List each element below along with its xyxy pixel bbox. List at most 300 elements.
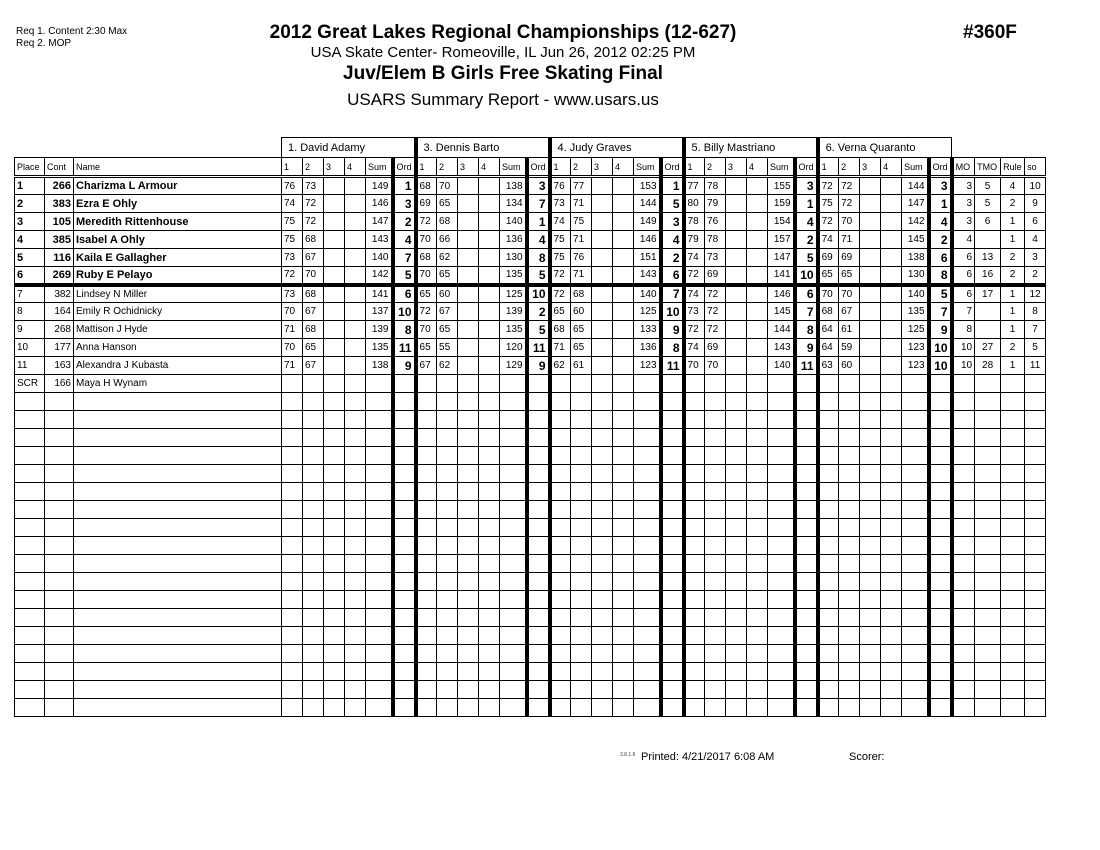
empty-row <box>15 609 1046 627</box>
score-sum: 149 <box>634 213 661 231</box>
empty-cell <box>705 465 726 483</box>
empty-cell <box>15 465 45 483</box>
empty-cell <box>1001 681 1025 699</box>
empty-cell <box>592 681 613 699</box>
majority-ordinal <box>952 375 975 393</box>
empty-cell <box>458 609 479 627</box>
empty-cell <box>975 573 1001 591</box>
empty-cell <box>393 645 416 663</box>
empty-cell <box>795 519 818 537</box>
empty-cell <box>550 591 571 609</box>
score-sum: 147 <box>366 213 393 231</box>
empty-cell <box>324 681 345 699</box>
empty-cell <box>15 393 45 411</box>
empty-cell <box>282 393 303 411</box>
score-4 <box>345 285 366 303</box>
score-sum: 146 <box>768 285 795 303</box>
empty-cell <box>437 501 458 519</box>
empty-cell <box>592 699 613 717</box>
score-4 <box>479 357 500 375</box>
empty-cell <box>458 465 479 483</box>
ordinal: 10 <box>795 267 818 285</box>
empty-cell <box>527 645 550 663</box>
empty-cell <box>661 393 684 411</box>
empty-cell <box>282 573 303 591</box>
empty-cell <box>479 411 500 429</box>
empty-cell <box>684 429 705 447</box>
score-sum: 146 <box>634 231 661 249</box>
contestant-number: 166 <box>45 375 74 393</box>
score-sum: 137 <box>366 303 393 321</box>
empty-cell <box>634 429 661 447</box>
empty-cell <box>393 591 416 609</box>
score-sum <box>634 375 661 393</box>
score-4 <box>613 339 634 357</box>
ordinal: 1 <box>929 195 952 213</box>
empty-cell <box>818 447 839 465</box>
empty-cell <box>795 573 818 591</box>
empty-cell <box>345 501 366 519</box>
place: 10 <box>15 339 45 357</box>
empty-cell <box>860 645 881 663</box>
empty-cell <box>1001 465 1025 483</box>
empty-cell <box>592 645 613 663</box>
score-3 <box>726 195 747 213</box>
ordinal: 8 <box>661 339 684 357</box>
score-1: 74 <box>818 231 839 249</box>
score-sum: 130 <box>902 267 929 285</box>
empty-cell <box>550 645 571 663</box>
empty-cell <box>15 555 45 573</box>
ordinal: 4 <box>527 231 550 249</box>
score-2: 61 <box>839 321 860 339</box>
empty-cell <box>952 555 975 573</box>
total-majority-ordinal: 16 <box>975 267 1001 285</box>
empty-cell <box>437 519 458 537</box>
score-3 <box>726 213 747 231</box>
empty-cell <box>479 627 500 645</box>
score-2: 67 <box>303 357 324 375</box>
score-3 <box>458 321 479 339</box>
majority-ordinal: 3 <box>952 195 975 213</box>
empty-cell <box>527 663 550 681</box>
empty-cell <box>550 465 571 483</box>
empty-cell <box>952 645 975 663</box>
empty-cell <box>303 609 324 627</box>
score-4 <box>479 321 500 339</box>
score-sum: 136 <box>634 339 661 357</box>
empty-cell <box>860 429 881 447</box>
empty-cell <box>15 537 45 555</box>
score-3 <box>860 231 881 249</box>
score-4 <box>747 357 768 375</box>
empty-cell <box>726 519 747 537</box>
empty-cell <box>634 555 661 573</box>
empty-cell <box>592 483 613 501</box>
empty-cell <box>416 519 437 537</box>
rule: 1 <box>1001 321 1025 339</box>
empty-cell <box>45 681 74 699</box>
column-header-row <box>15 158 1046 177</box>
empty-cell <box>437 483 458 501</box>
ordinal: 2 <box>393 213 416 231</box>
empty-cell <box>345 537 366 555</box>
empty-cell <box>393 537 416 555</box>
empty-cell <box>393 609 416 627</box>
score-1: 62 <box>550 357 571 375</box>
score-3 <box>860 213 881 231</box>
score-1: 80 <box>684 195 705 213</box>
score-1: 72 <box>684 267 705 285</box>
requirement-1: Req 1. Content 2:30 Max <box>16 26 128 37</box>
empty-cell <box>768 645 795 663</box>
score-2: 68 <box>571 285 592 303</box>
empty-cell <box>661 609 684 627</box>
empty-cell <box>550 501 571 519</box>
empty-cell <box>929 699 952 717</box>
score-sum: 125 <box>500 285 527 303</box>
score-2 <box>839 375 860 393</box>
empty-row <box>15 555 1046 573</box>
empty-cell <box>684 591 705 609</box>
score-3 <box>458 357 479 375</box>
empty-cell <box>661 429 684 447</box>
empty-cell <box>1001 555 1025 573</box>
score-4 <box>479 285 500 303</box>
score-4 <box>881 303 902 321</box>
col-header-j2: 2 <box>705 158 726 177</box>
empty-cell <box>1001 609 1025 627</box>
rule: 1 <box>1001 231 1025 249</box>
empty-cell <box>550 627 571 645</box>
empty-cell <box>345 681 366 699</box>
score-2: 68 <box>303 285 324 303</box>
score-1: 72 <box>416 213 437 231</box>
empty-cell <box>324 429 345 447</box>
empty-cell <box>324 519 345 537</box>
empty-cell <box>592 609 613 627</box>
total-majority-ordinal: 5 <box>975 195 1001 213</box>
score-1: 73 <box>282 285 303 303</box>
empty-cell <box>1025 465 1046 483</box>
empty-cell <box>1001 483 1025 501</box>
ordinal: 6 <box>661 267 684 285</box>
empty-cell <box>527 411 550 429</box>
empty-cell <box>902 483 929 501</box>
empty-cell <box>366 519 393 537</box>
col-header-j2: 2 <box>437 158 458 177</box>
empty-cell <box>437 393 458 411</box>
empty-cell <box>416 609 437 627</box>
empty-cell <box>1025 699 1046 717</box>
score-4 <box>747 177 768 195</box>
empty-cell <box>975 645 1001 663</box>
empty-cell <box>479 447 500 465</box>
score-1: 74 <box>684 249 705 267</box>
empty-cell <box>768 627 795 645</box>
score-2: 67 <box>839 303 860 321</box>
empty-cell <box>527 699 550 717</box>
place: 6 <box>15 267 45 285</box>
rule: 2 <box>1001 267 1025 285</box>
score-3 <box>726 375 747 393</box>
ordinal: 3 <box>527 177 550 195</box>
score-sum <box>768 375 795 393</box>
score-4 <box>747 285 768 303</box>
score-1: 77 <box>684 177 705 195</box>
empty-cell <box>705 555 726 573</box>
score-3 <box>458 339 479 357</box>
empty-cell <box>747 681 768 699</box>
empty-cell <box>479 501 500 519</box>
empty-cell <box>458 645 479 663</box>
judge-name-4: 5. Billy Mastriano <box>684 138 818 158</box>
empty-cell <box>952 663 975 681</box>
skater-name: Emily R Ochidnicky <box>74 303 282 321</box>
score-2: 72 <box>839 195 860 213</box>
score-1: 75 <box>550 231 571 249</box>
score-1: 70 <box>416 267 437 285</box>
contestant-number: 383 <box>45 195 74 213</box>
score-4 <box>881 195 902 213</box>
empty-cell <box>975 393 1001 411</box>
score-2: 72 <box>705 285 726 303</box>
score-1: 64 <box>818 339 839 357</box>
ordinal: 1 <box>393 177 416 195</box>
empty-cell <box>1001 573 1025 591</box>
empty-cell <box>768 483 795 501</box>
skater-name: Anna Hanson <box>74 339 282 357</box>
score-4 <box>345 231 366 249</box>
score-4 <box>345 177 366 195</box>
skating-order: 12 <box>1025 285 1046 303</box>
score-1: 68 <box>416 177 437 195</box>
score-sum: 138 <box>500 177 527 195</box>
empty-cell <box>345 393 366 411</box>
empty-cell <box>768 429 795 447</box>
empty-cell <box>613 429 634 447</box>
empty-cell <box>881 483 902 501</box>
empty-cell <box>839 483 860 501</box>
score-1: 74 <box>684 285 705 303</box>
empty-cell <box>366 663 393 681</box>
total-majority-ordinal: 5 <box>975 177 1001 195</box>
empty-cell <box>282 609 303 627</box>
score-4 <box>747 339 768 357</box>
score-4 <box>881 231 902 249</box>
score-3 <box>592 267 613 285</box>
empty-cell <box>1025 681 1046 699</box>
empty-cell <box>747 591 768 609</box>
empty-cell <box>15 681 45 699</box>
empty-cell <box>952 465 975 483</box>
empty-cell <box>416 393 437 411</box>
empty-cell <box>661 411 684 429</box>
majority-ordinal: 7 <box>952 303 975 321</box>
empty-cell <box>345 555 366 573</box>
score-2: 60 <box>839 357 860 375</box>
empty-cell <box>479 609 500 627</box>
score-3 <box>592 213 613 231</box>
empty-cell <box>747 627 768 645</box>
empty-cell <box>500 573 527 591</box>
empty-cell <box>527 591 550 609</box>
empty-cell <box>726 699 747 717</box>
empty-cell <box>324 573 345 591</box>
score-3 <box>592 249 613 267</box>
score-1: 74 <box>684 339 705 357</box>
score-3 <box>324 321 345 339</box>
score-sum: 136 <box>500 231 527 249</box>
skater-name: Mattison J Hyde <box>74 321 282 339</box>
skating-order: 5 <box>1025 339 1046 357</box>
empty-cell <box>818 501 839 519</box>
score-sum: 140 <box>768 357 795 375</box>
score-4 <box>881 285 902 303</box>
judge-name-3: 4. Judy Graves <box>550 138 684 158</box>
empty-cell <box>550 537 571 555</box>
spacer <box>15 138 282 158</box>
empty-cell <box>860 609 881 627</box>
score-1: 79 <box>684 231 705 249</box>
empty-cell <box>705 627 726 645</box>
score-2: 69 <box>705 267 726 285</box>
empty-cell <box>1001 645 1025 663</box>
score-3 <box>324 195 345 213</box>
empty-cell <box>437 537 458 555</box>
empty-cell <box>929 591 952 609</box>
score-3 <box>324 285 345 303</box>
score-2: 62 <box>437 357 458 375</box>
col-header-j1: 1 <box>684 158 705 177</box>
empty-cell <box>768 447 795 465</box>
empty-cell <box>768 573 795 591</box>
score-1: 70 <box>416 231 437 249</box>
score-sum: 129 <box>500 357 527 375</box>
empty-cell <box>768 555 795 573</box>
ordinal <box>929 375 952 393</box>
col-header-j2: 2 <box>839 158 860 177</box>
empty-cell <box>929 411 952 429</box>
ordinal: 7 <box>929 303 952 321</box>
empty-cell <box>684 555 705 573</box>
empty-cell <box>500 411 527 429</box>
empty-cell <box>550 573 571 591</box>
score-4 <box>613 321 634 339</box>
empty-cell <box>571 663 592 681</box>
empty-cell <box>500 699 527 717</box>
score-3 <box>860 285 881 303</box>
score-1: 64 <box>818 321 839 339</box>
score-sum: 147 <box>902 195 929 213</box>
empty-cell <box>15 699 45 717</box>
ordinal: 2 <box>929 231 952 249</box>
empty-cell <box>282 447 303 465</box>
empty-cell <box>303 411 324 429</box>
empty-row <box>15 447 1046 465</box>
majority-ordinal: 10 <box>952 357 975 375</box>
empty-cell <box>437 429 458 447</box>
empty-cell <box>366 609 393 627</box>
ordinal: 9 <box>795 339 818 357</box>
empty-cell <box>902 555 929 573</box>
empty-cell <box>818 483 839 501</box>
score-1: 68 <box>818 303 839 321</box>
empty-cell <box>902 447 929 465</box>
score-3 <box>726 339 747 357</box>
empty-cell <box>345 627 366 645</box>
empty-cell <box>747 645 768 663</box>
total-majority-ordinal: 28 <box>975 357 1001 375</box>
score-3 <box>860 303 881 321</box>
score-3 <box>860 267 881 285</box>
empty-cell <box>902 699 929 717</box>
score-3 <box>592 303 613 321</box>
score-2: 79 <box>705 195 726 213</box>
score-4 <box>345 321 366 339</box>
empty-cell <box>952 501 975 519</box>
col-header-j2: 2 <box>303 158 324 177</box>
empty-cell <box>975 501 1001 519</box>
empty-cell <box>1025 447 1046 465</box>
empty-cell <box>768 699 795 717</box>
score-sum: 133 <box>634 321 661 339</box>
empty-cell <box>929 573 952 591</box>
empty-cell <box>282 465 303 483</box>
empty-cell <box>1025 501 1046 519</box>
empty-cell <box>684 699 705 717</box>
score-4 <box>345 357 366 375</box>
empty-cell <box>818 411 839 429</box>
contestant-number: 382 <box>45 285 74 303</box>
empty-cell <box>818 591 839 609</box>
empty-cell <box>282 645 303 663</box>
empty-cell <box>634 681 661 699</box>
empty-cell <box>393 501 416 519</box>
spacer <box>952 138 1046 158</box>
empty-cell <box>592 447 613 465</box>
empty-cell <box>303 483 324 501</box>
empty-cell <box>747 609 768 627</box>
empty-cell <box>15 429 45 447</box>
empty-cell <box>929 645 952 663</box>
empty-cell <box>366 411 393 429</box>
empty-cell <box>324 663 345 681</box>
empty-cell <box>571 609 592 627</box>
rule: 1 <box>1001 213 1025 231</box>
empty-row <box>15 645 1046 663</box>
col-header-j3: 3 <box>458 158 479 177</box>
empty-cell <box>860 555 881 573</box>
empty-cell <box>437 645 458 663</box>
score-sum: 135 <box>902 303 929 321</box>
empty-cell <box>726 429 747 447</box>
empty-cell <box>705 483 726 501</box>
score-3 <box>324 249 345 267</box>
score-4 <box>613 231 634 249</box>
empty-cell <box>592 537 613 555</box>
empty-cell <box>366 591 393 609</box>
rule: 1 <box>1001 285 1025 303</box>
total-majority-ordinal <box>975 321 1001 339</box>
total-majority-ordinal <box>975 375 1001 393</box>
score-1: 72 <box>416 303 437 321</box>
printed-timestamp: Printed: 4/21/2017 6:08 AM <box>641 751 775 763</box>
empty-cell <box>1025 483 1046 501</box>
empty-cell <box>661 483 684 501</box>
empty-cell <box>74 609 282 627</box>
empty-cell <box>550 393 571 411</box>
